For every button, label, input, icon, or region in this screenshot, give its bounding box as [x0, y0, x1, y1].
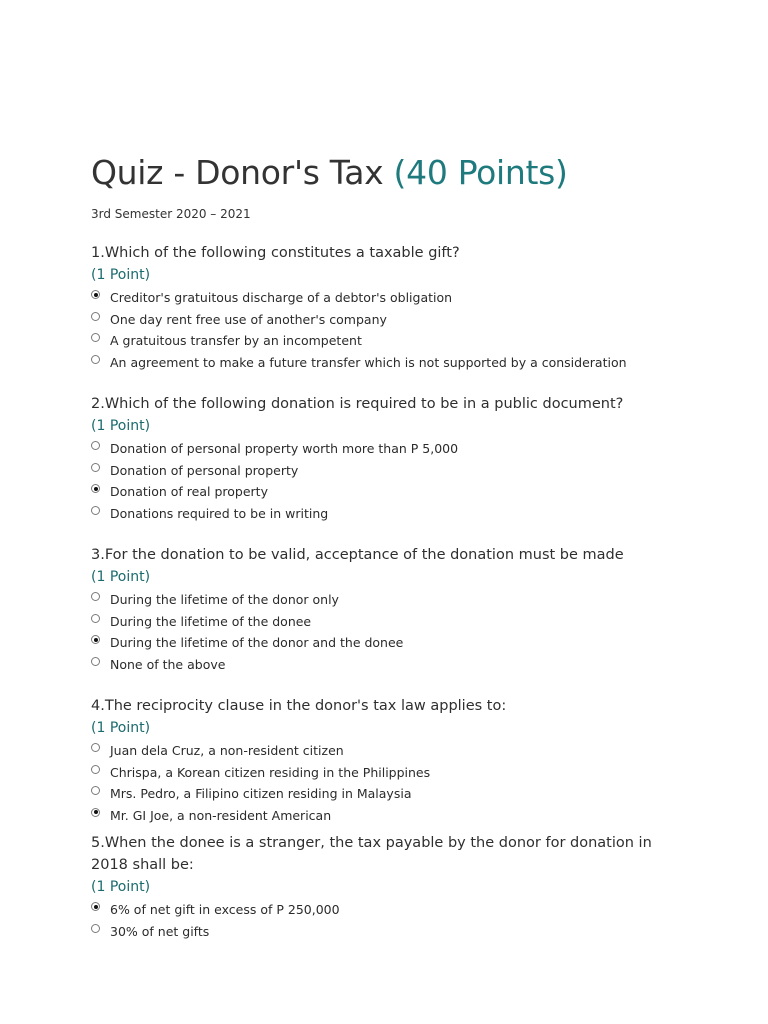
option-label: 30% of net gifts [110, 923, 210, 939]
radio-selected-icon[interactable] [91, 290, 100, 299]
radio-unselected-icon[interactable] [91, 786, 100, 795]
radio-unselected-icon[interactable] [91, 506, 100, 515]
option-label: An agreement to make a future transfer which is not supported by a consideration [110, 354, 627, 370]
answer-option[interactable] [91, 921, 691, 943]
answer-option[interactable] [91, 632, 691, 654]
answer-option[interactable] [91, 783, 691, 805]
answer-option[interactable] [91, 352, 691, 374]
radio-selected-icon[interactable] [91, 484, 100, 493]
question-4 [91, 695, 691, 826]
question-points: (1 Point) [91, 879, 151, 895]
question-list [91, 242, 691, 942]
answer-option[interactable] [91, 654, 691, 676]
question-points: (1 Point) [91, 720, 151, 736]
question-text: 2.Which of the following donation is required to be in a public document? [91, 396, 624, 412]
answer-option[interactable] [91, 589, 691, 611]
radio-selected-icon[interactable] [91, 635, 100, 644]
option-label: Donation of personal property worth more than P 5,000 [110, 441, 459, 456]
question-3 [91, 544, 691, 675]
question-5 [91, 832, 691, 942]
quiz-page [91, 150, 691, 942]
answer-option[interactable] [91, 762, 691, 784]
radio-unselected-icon[interactable] [91, 312, 100, 321]
radio-unselected-icon[interactable] [91, 924, 100, 933]
option-label: During the lifetime of the donor and the donee [110, 635, 404, 650]
semester-label: 3rd Semester 2020 – 2021 [91, 207, 251, 221]
radio-selected-icon[interactable] [91, 808, 100, 817]
answer-option[interactable] [91, 481, 691, 503]
radio-selected-icon[interactable] [91, 902, 100, 911]
question-points: (1 Point) [91, 418, 151, 434]
radio-unselected-icon[interactable] [91, 592, 100, 601]
question-text: 4.The reciprocity clause in the donor's tax law applies to: [91, 698, 507, 714]
title-main: Quiz - Donor's Tax [91, 153, 384, 192]
radio-unselected-icon[interactable] [91, 657, 100, 666]
answer-option[interactable] [91, 287, 691, 309]
answer-option[interactable] [91, 438, 691, 460]
answer-option[interactable] [91, 330, 691, 352]
option-label: During the lifetime of the donee [110, 613, 312, 629]
option-label: 6% of net gift in excess of P 250,000 [110, 902, 340, 917]
radio-unselected-icon[interactable] [91, 614, 100, 623]
option-label: Donations required to be in writing [110, 505, 329, 521]
answer-option[interactable] [91, 899, 691, 921]
answer-option[interactable] [91, 309, 691, 331]
question-text: 3.For the donation to be valid, acceptance of the donation must be made [91, 547, 624, 563]
answer-option[interactable] [91, 805, 691, 827]
radio-unselected-icon[interactable] [91, 743, 100, 752]
radio-unselected-icon[interactable] [91, 333, 100, 342]
question-text: 1.Which of the following constitutes a taxable gift? [91, 245, 460, 261]
page-title [91, 150, 691, 196]
question-text: 5.When the donee is a stranger, the tax payable by the donor for donation in 2018 shall be: [91, 835, 652, 873]
answer-option[interactable] [91, 503, 691, 525]
radio-unselected-icon[interactable] [91, 441, 100, 450]
question-2 [91, 393, 691, 524]
radio-unselected-icon[interactable] [91, 355, 100, 364]
title-points: (40 Points) [393, 153, 568, 192]
option-label: Creditor's gratuitous discharge of a debtor's obligation [110, 290, 453, 305]
option-label: Mr. GI Joe, a non-resident American [110, 807, 332, 823]
option-label: A gratuitous transfer by an incompetent [110, 333, 362, 348]
option-label: During the lifetime of the donor only [110, 592, 339, 607]
radio-unselected-icon[interactable] [91, 463, 100, 472]
radio-unselected-icon[interactable] [91, 765, 100, 774]
option-label: Chrispa, a Korean citizen residing in the Philippines [110, 764, 431, 780]
option-label: None of the above [110, 656, 226, 672]
question-points: (1 Point) [91, 267, 151, 283]
answer-option[interactable] [91, 740, 691, 762]
option-label: Donation of real property [110, 484, 268, 499]
question-1 [91, 242, 691, 373]
option-label: Donation of personal property [110, 462, 299, 478]
answer-option[interactable] [91, 460, 691, 482]
answer-option[interactable] [91, 611, 691, 633]
option-label: Mrs. Pedro, a Filipino citizen residing in Malaysia [110, 786, 412, 801]
question-points: (1 Point) [91, 569, 151, 585]
option-label: One day rent free use of another's company [110, 311, 387, 327]
option-label: Juan dela Cruz, a non-resident citizen [110, 743, 344, 758]
